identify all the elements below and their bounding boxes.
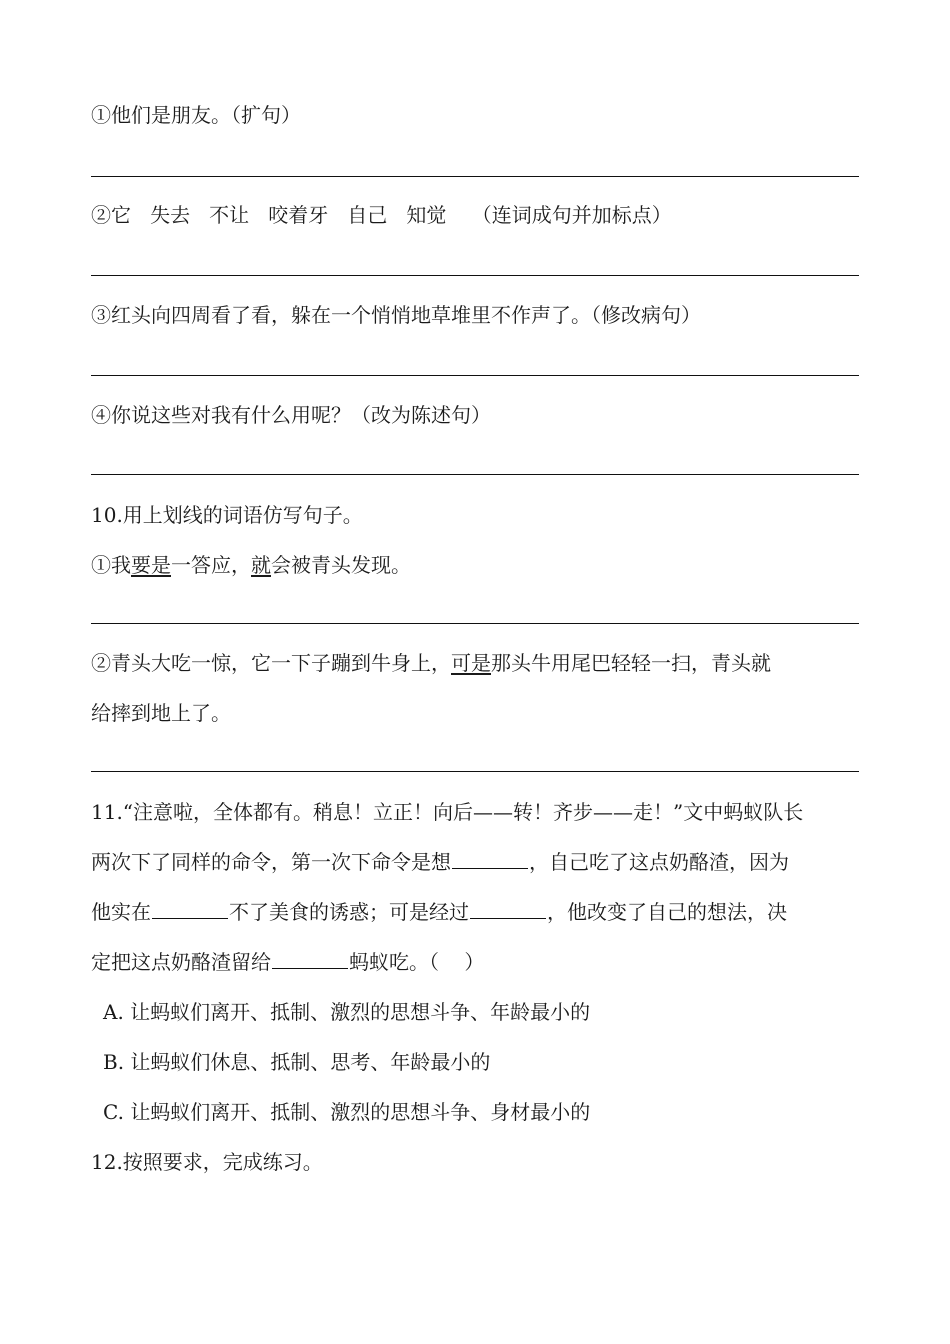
text: 青头大吃一惊，它一下子蹦到牛身上， (111, 651, 451, 675)
item-number: ① (91, 553, 111, 577)
fill-blank[interactable] (470, 898, 546, 919)
option-letter: A. (103, 1000, 124, 1024)
fill-blank[interactable] (152, 898, 228, 919)
item-number: ④ (91, 403, 111, 427)
text: 会被青头发现。 (271, 553, 411, 577)
option-letter: C. (103, 1100, 124, 1124)
q9-item-2 (91, 203, 861, 227)
item-text: 他们是朋友。（扩句） (111, 103, 301, 127)
text: 给摔到地上了。 (91, 701, 231, 725)
text: ，自己吃了这点奶酪渣，因为 (529, 850, 789, 874)
fill-blank[interactable] (452, 848, 528, 869)
q10-item-2 (91, 638, 861, 738)
option-text: 让蚂蚁们离开、抵制、激烈的思想斗争、身材最小的 (130, 1100, 591, 1124)
text: 那头牛用尾巴轻轻一扫，青头就 (491, 651, 771, 675)
item-number: ② (91, 651, 111, 675)
answer-line (91, 474, 859, 475)
underlined-word: 要是 (131, 553, 171, 577)
item-number: ③ (91, 303, 111, 327)
text: 蚂蚁吃。（ ） (349, 950, 485, 974)
q12-title: 12.按照要求，完成练习。 (91, 1150, 323, 1174)
fill-blank[interactable] (272, 948, 348, 969)
answer-line (91, 771, 859, 772)
item-number: ① (91, 103, 111, 127)
answer-line (91, 176, 859, 177)
option-a[interactable] (103, 1000, 873, 1024)
text: 11.“注意啦，全体都有。稍息！立正！向后——转！齐步——走！”文中蚂蚁队长 (91, 800, 804, 824)
option-b[interactable] (103, 1050, 873, 1074)
text: 两次下了同样的命令，第一次下命令是想 (91, 850, 451, 874)
text: 他实在 (91, 900, 151, 924)
option-text: 让蚂蚁们休息、抵制、思考、年龄最小的 (130, 1050, 491, 1074)
q10-item-1 (91, 553, 861, 577)
text: 不了美食的诱惑；可是经过 (229, 900, 469, 924)
underlined-word: 可是 (451, 651, 491, 675)
q10-title: 10.用上划线的词语仿写句子。 (91, 503, 363, 527)
option-c[interactable] (103, 1100, 873, 1124)
text: 我 (111, 553, 131, 577)
option-letter: B. (103, 1050, 125, 1074)
q11-question (91, 787, 861, 987)
text: ，他改变了自己的想法，决 (547, 900, 787, 924)
q9-item-1 (91, 103, 861, 127)
item-text: 你说这些对我有什么用呢？（改为陈述句） (111, 403, 491, 427)
q9-item-3 (91, 303, 861, 327)
answer-line (91, 275, 859, 276)
item-text: 它 失去 不让 咬着牙 自己 知觉 （连词成句并加标点） (111, 203, 672, 227)
text: 定把这点奶酪渣留给 (91, 950, 271, 974)
item-number: ② (91, 203, 111, 227)
answer-line (91, 623, 859, 624)
answer-line (91, 375, 859, 376)
item-text: 红头向四周看了看，躲在一个悄悄地草堆里不作声了。（修改病句） (111, 303, 701, 327)
q9-item-4 (91, 403, 861, 427)
underlined-word: 就 (251, 553, 271, 577)
option-text: 让蚂蚁们离开、抵制、激烈的思想斗争、年龄最小的 (130, 1000, 591, 1024)
text: 一答应， (171, 553, 251, 577)
